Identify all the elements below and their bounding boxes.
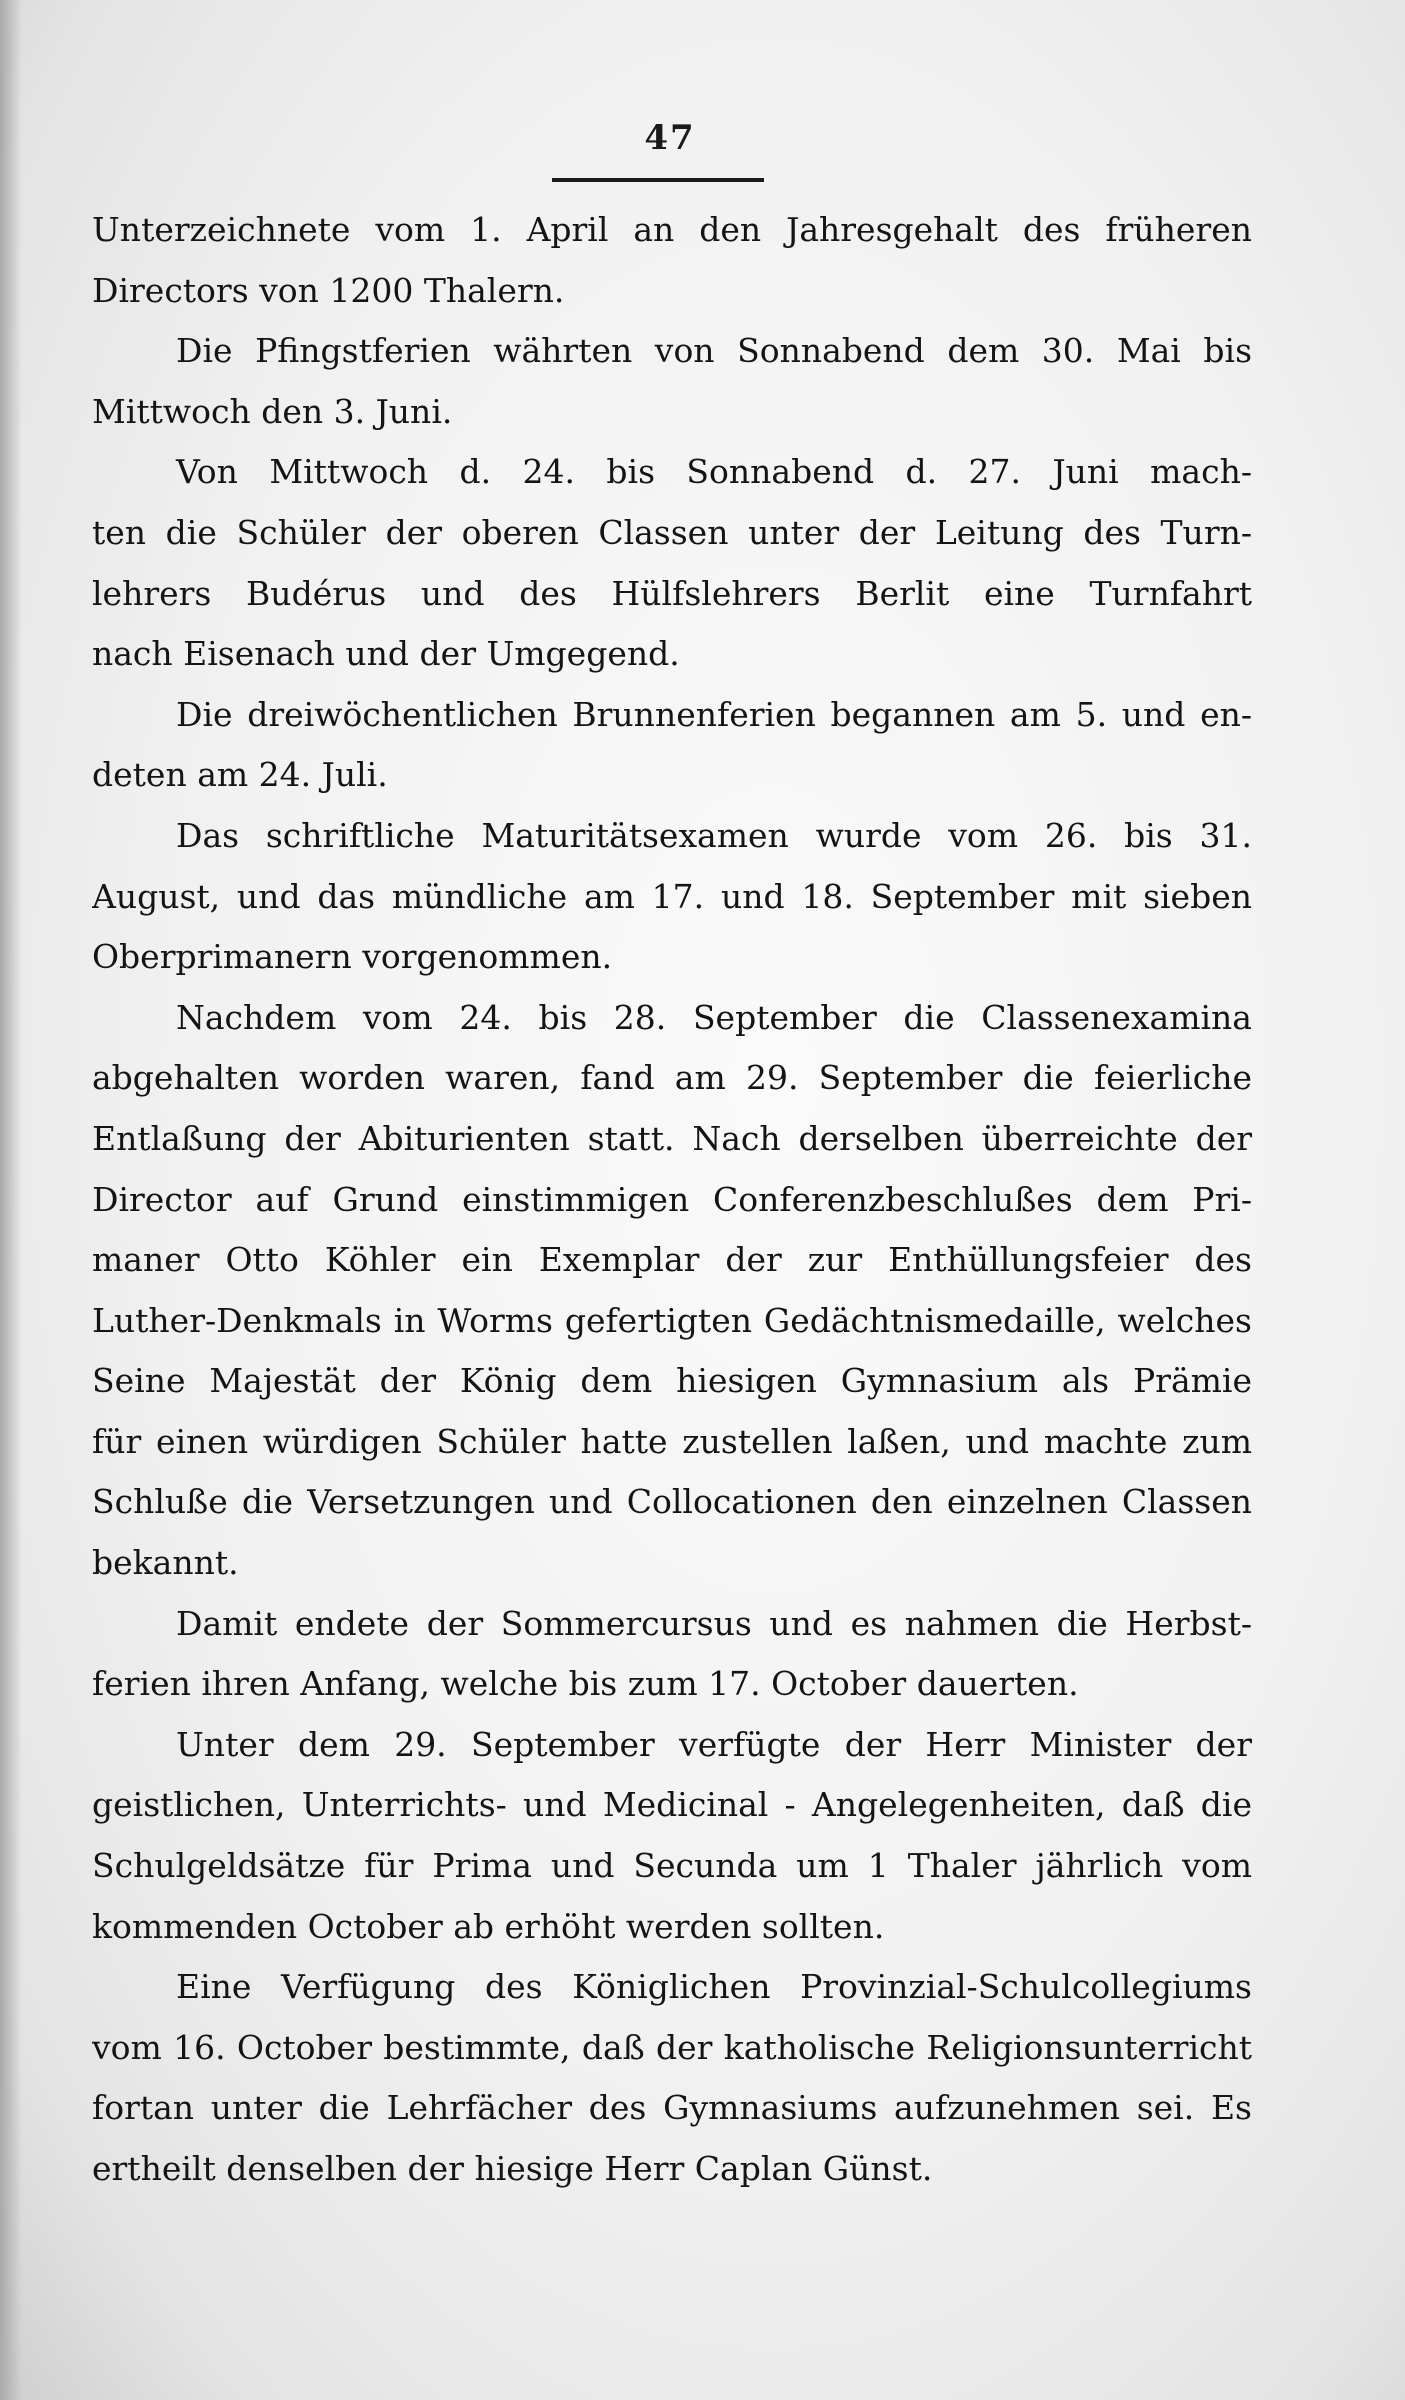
text-line: Entlaßung der Abiturienten statt. Nach derselben überreichte der: [92, 1118, 1252, 1158]
text-line: für einen würdigen Schüler hatte zustellen laßen, und machte zum: [92, 1421, 1252, 1461]
page-number: 47: [644, 118, 696, 158]
text-line: Unter dem 29. September verfügte der Herr Minister der: [176, 1724, 1252, 1764]
text-line: Eine Verfügung des Königlichen Provinzial-Schulcollegiums: [176, 1967, 1252, 2007]
text-line: bekannt.: [92, 1543, 239, 1583]
text-line: geistlichen, Unterrichts- und Medicinal - Angelegenheiten, daß die: [92, 1785, 1252, 1825]
text-line: Unterzeichnete vom 1. April an den Jahresgehalt des früheren: [92, 210, 1252, 249]
text-line: Das schriftliche Maturitätsexamen wurde vom 26. bis 31.: [176, 815, 1252, 855]
text-line: Directors von 1200 Thalern.: [92, 270, 565, 310]
text-line: nach Eisenach und der Umgegend.: [92, 634, 680, 674]
text-line: ferien ihren Anfang, welche bis zum 17. October dauerten.: [92, 1664, 1079, 1704]
text-line: Nachdem vom 24. bis 28. September die Classenexamina: [176, 997, 1252, 1037]
header-rule: [552, 178, 764, 182]
text-line: Schluße die Versetzungen und Collocationen den einzelnen Classen: [92, 1482, 1252, 1522]
text-line: Von Mittwoch d. 24. bis Sonnabend d. 27. Juni mach-: [176, 452, 1252, 492]
text-line: Oberprimanern vorgenommen.: [92, 937, 613, 977]
text-line: Mittwoch den 3. Juni.: [92, 391, 453, 431]
text-line: Damit endete der Sommercursus und es nahmen die Herbst-: [176, 1603, 1252, 1643]
text-line: Seine Majestät der König dem hiesigen Gymnasium als Prämie: [92, 1361, 1252, 1401]
text-line: ertheilt denselben der hiesige Herr Caplan Günst.: [92, 2149, 933, 2188]
text-line: fortan unter die Lehrfächer des Gymnasiums aufzunehmen sei. Es: [92, 2088, 1252, 2128]
text-line: Luther-Denkmals in Worms gefertigten Gedächtnismedaille, welches: [92, 1300, 1252, 1340]
text-line: August, und das mündliche am 17. und 18. September mit sieben: [92, 876, 1252, 916]
text-line: lehrers Budérus und des Hülfslehrers Berlit eine Turnfahrt: [92, 573, 1252, 613]
text-line: vom 16. October bestimmte, daß der katholische Religionsunterricht: [92, 2027, 1252, 2067]
text-line: abgehalten worden waren, fand am 29. September die feierliche: [92, 1058, 1252, 1098]
body-text: [92, 200, 1252, 2200]
text-line: maner Otto Köhler ein Exemplar der zur Enthüllungsfeier des: [92, 1240, 1252, 1280]
text-line: Die Pfingstferien währten von Sonnabend dem 30. Mai bis: [176, 331, 1252, 371]
text-line: Die dreiwöchentlichen Brunnenferien begannen am 5. und en-: [176, 694, 1252, 734]
text-line: kommenden October ab erhöht werden sollten.: [92, 1906, 885, 1946]
text-line: ten die Schüler der oberen Classen unter der Leitung des Turn-: [92, 512, 1252, 552]
text-line: Director auf Grund einstimmigen Conferenzbeschlußes dem Pri-: [92, 1179, 1252, 1219]
text-line: deten am 24. Juli.: [92, 755, 388, 795]
text-line: Schulgeldsätze für Prima und Secunda um 1 Thaler jährlich vom: [92, 1846, 1252, 1886]
